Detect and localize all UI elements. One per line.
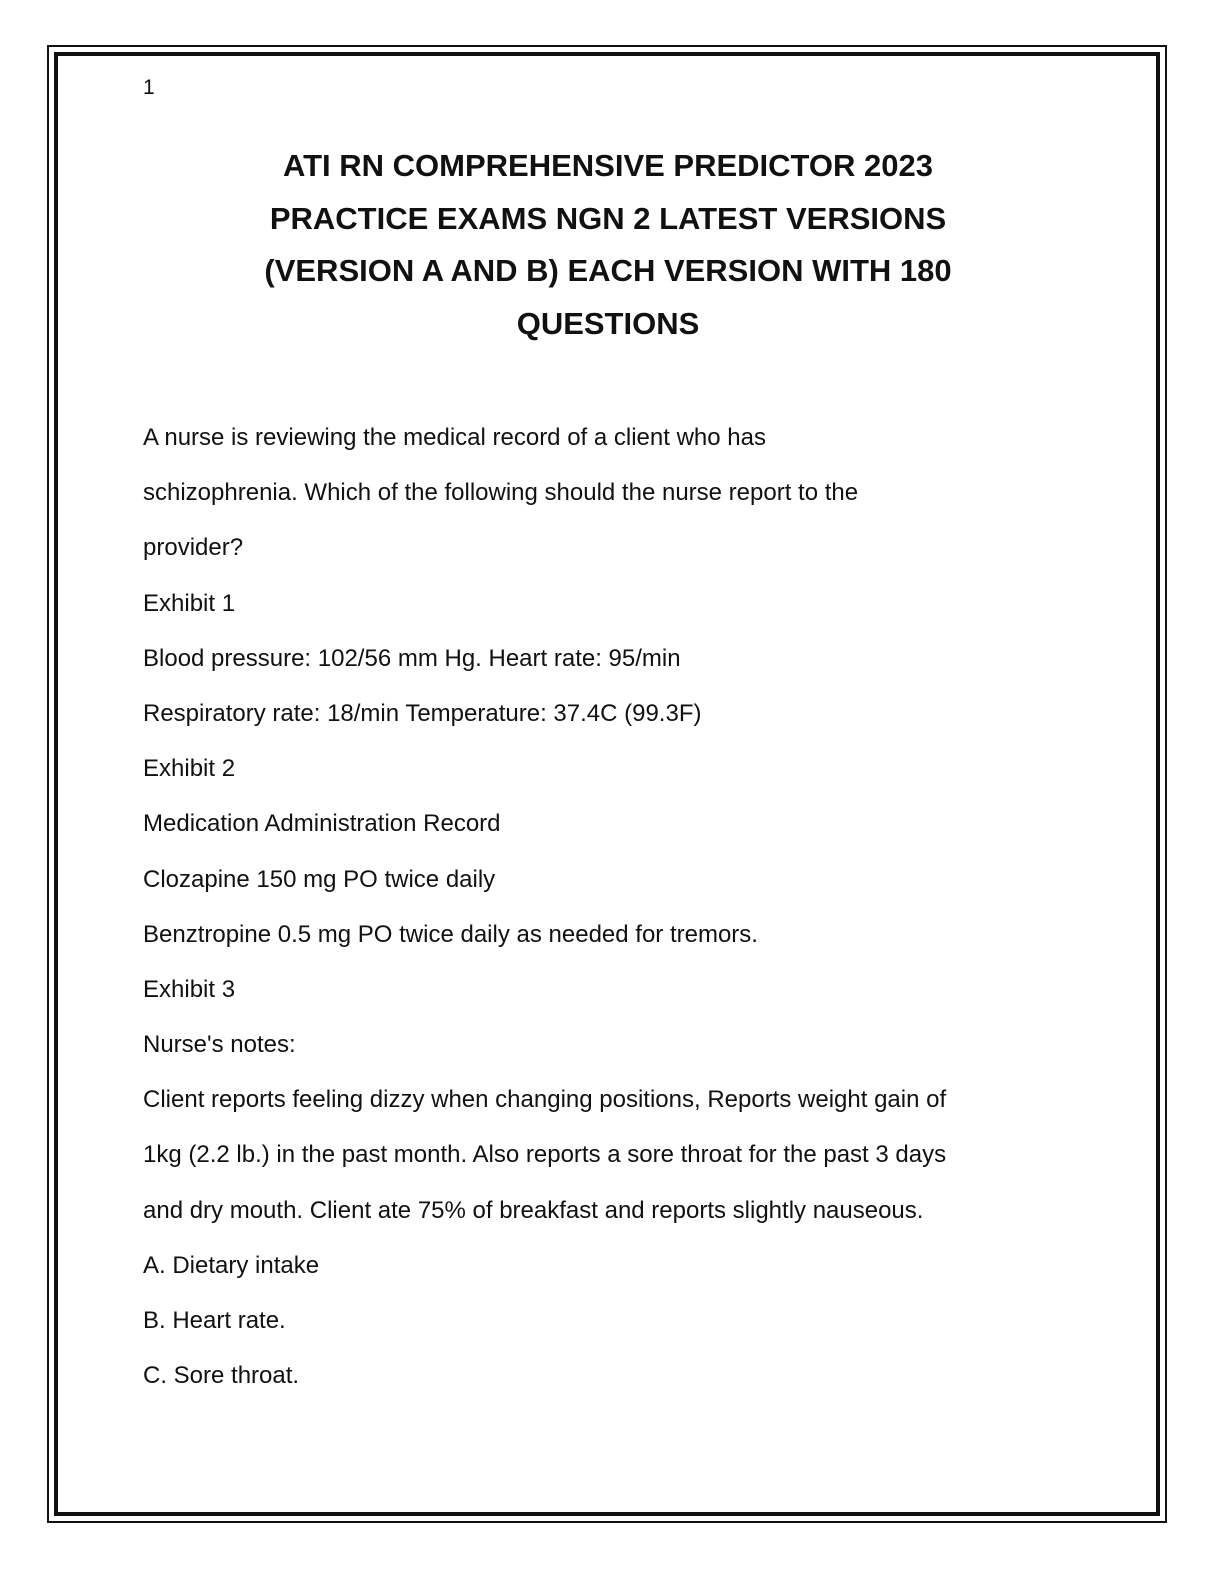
exhibit-1-label: Exhibit 1 xyxy=(143,589,236,617)
title-line: (VERSION A AND B) EACH VERSION WITH 180 xyxy=(264,253,952,288)
title-line: PRACTICE EXAMS NGN 2 LATEST VERSIONS xyxy=(269,200,947,236)
exhibit-2-label: Exhibit 2 xyxy=(143,755,236,783)
exhibit-3-note-line: 1kg (2.2 lb.) in the past month. Also reports a sore throat for the past 3 days xyxy=(143,1141,947,1169)
exhibit-1-vitals-line: Respiratory rate: 18/min Temperature: 37.4C (99.3F) xyxy=(143,699,702,727)
question-stem-line: A nurse is reviewing the medical record of a client who has xyxy=(143,424,766,451)
answer-option-c: C. Sore throat. xyxy=(143,1362,300,1390)
exhibit-1-vitals-line: Blood pressure: 102/56 mm Hg. Heart rate: 95/min xyxy=(143,644,681,672)
exhibit-2-medication: Benztropine 0.5 mg PO twice daily as needed for tremors. xyxy=(143,920,758,948)
document-title xyxy=(143,140,1073,350)
exhibit-3-note-line: Client reports feeling dizzy when changing positions, Reports weight gain of xyxy=(143,1086,947,1114)
answer-option-b: B. Heart rate. xyxy=(143,1307,286,1334)
exhibit-3-note-line: and dry mouth. Client ate 75% of breakfast and reports slightly nauseous. xyxy=(143,1196,924,1224)
exhibit-2-heading: Medication Administration Record xyxy=(143,810,501,838)
title-line: ATI RN COMPREHENSIVE PREDICTOR 2023 xyxy=(283,148,933,183)
answer-option-a: A. Dietary intake xyxy=(143,1251,320,1279)
exhibit-3-heading: Nurse's notes: xyxy=(143,1031,296,1059)
question-stem-line: schizophrenia. Which of the following should the nurse report to the xyxy=(143,479,859,507)
question-body xyxy=(143,410,1023,1403)
question-stem-line: provider? xyxy=(143,534,244,562)
exhibit-3-label: Exhibit 3 xyxy=(143,975,236,1003)
exhibit-2-medication: Clozapine 150 mg PO twice daily xyxy=(143,865,496,893)
page-number: 1 xyxy=(143,76,155,99)
title-line: QUESTIONS xyxy=(516,305,700,341)
